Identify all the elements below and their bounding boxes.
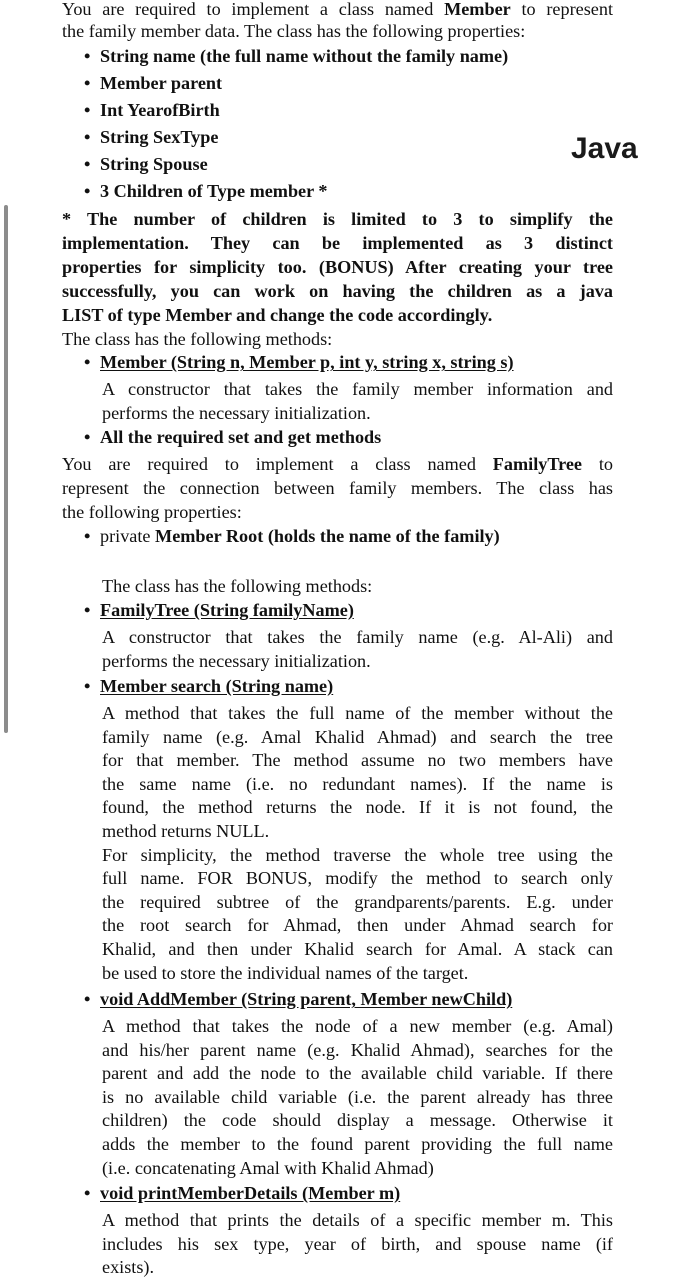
desc-text: performs the necessary initialization. (102, 651, 371, 671)
desc-text: parent and add the node to the available child variable. If there (102, 1063, 613, 1083)
bullet-icon: • (84, 154, 91, 174)
method-desc-line (102, 1041, 613, 1059)
desc-text: family name (e.g. Amal Khalid Ahmad) and search the tree (102, 727, 613, 747)
property-label: String Spouse (100, 154, 208, 174)
method-desc-line (102, 1211, 613, 1229)
bullet-icon: • (84, 73, 91, 93)
desc-text: performs the necessary initialization. (102, 403, 371, 423)
scrollbar[interactable] (4, 205, 8, 733)
text: You are required to implement a class named (62, 454, 493, 474)
note-text: LIST of type Member and change the code accordingly. (62, 305, 493, 325)
note-text: successfully, you can work on having the children as a java (62, 281, 613, 301)
note-text: properties for simplicity too. (BONUS) After creating your tree (62, 257, 613, 277)
note-text: * The number of children is limited to 3 to simplify the (62, 209, 613, 229)
member-property-item (84, 47, 508, 65)
desc-text: Khalid, and then under Khalid search for Amal. A stack can (102, 939, 613, 959)
bullet-icon: • (84, 127, 91, 147)
method-desc-line (102, 652, 613, 670)
desc-text: adds the member to the found parent providing the full name (102, 1134, 613, 1154)
desc-text: found, the method returns the node. If it is not found, the (102, 797, 613, 817)
desc-text: children) the code should display a message. Otherwise it (102, 1110, 613, 1130)
text: to represent (510, 0, 613, 19)
desc-text: includes his sex type, year of birth, and spouse name (if (102, 1234, 613, 1254)
familytree-method-signature (84, 601, 354, 619)
member-property-item (84, 182, 328, 200)
bullet-icon: • (84, 427, 91, 447)
desc-text: For simplicity, the method traverse the whole tree using the (102, 845, 613, 865)
method-desc-line (102, 916, 613, 934)
note-line (62, 258, 613, 276)
method-desc-line (102, 822, 613, 840)
desc-text: A constructor that takes the family name (e.g. Al-Ali) and (102, 627, 613, 647)
note-line (62, 210, 613, 228)
member-setget-item (84, 428, 381, 446)
method-desc-line (102, 846, 613, 864)
bullet-icon: • (84, 526, 91, 546)
heading-text: The class has the following methods: (102, 576, 373, 596)
property-label: String SexType (100, 127, 219, 147)
member-intro-line (62, 22, 525, 40)
text: the family member data. The class has the following properties: (62, 21, 526, 41)
bullet-icon: • (84, 100, 91, 120)
familytree-intro-line (62, 503, 242, 521)
bullet-icon: • (84, 1183, 91, 1203)
note-line (62, 282, 613, 300)
familytree-intro-line (62, 455, 613, 473)
property-label: 3 Children of Type member * (100, 181, 328, 201)
member-property-item (84, 101, 220, 119)
desc-text: exists). (102, 1257, 155, 1277)
property-label: Int YearofBirth (100, 100, 220, 120)
member-intro-line (62, 0, 613, 18)
text: represent the connection between family members. The class has (62, 478, 613, 498)
heading-text: The class has the following methods: (62, 329, 333, 349)
property-label: String name (the full name without the family name) (100, 46, 509, 66)
method-desc-line (102, 1017, 613, 1035)
desc-text: A method that takes the full name of the member without the (102, 703, 613, 723)
desc-text: the root search for Ahmad, then under Ahmad search for (102, 915, 613, 935)
bullet-icon: • (84, 46, 91, 66)
method-signature: void printMemberDetails (Member m) (100, 1183, 401, 1203)
bullet-icon: • (84, 181, 91, 201)
method-desc-line (102, 893, 613, 911)
method-desc-line (102, 775, 613, 793)
method-desc-line (102, 1159, 613, 1177)
method-desc-line (102, 728, 613, 746)
text: to (582, 454, 613, 474)
bold-term: Member Root (holds the name of the family) (155, 526, 500, 546)
method-signature: Member search (String name) (100, 676, 334, 696)
method-desc-line (102, 940, 613, 958)
method-signature: void AddMember (String parent, Member newChild) (100, 989, 513, 1009)
bullet-icon: • (84, 600, 91, 620)
familytree-method-signature (84, 1184, 400, 1202)
desc-text: be used to store the individual names of the target. (102, 963, 469, 983)
familytree-method-signature (84, 677, 333, 695)
member-property-item (84, 155, 208, 173)
method-desc-line (102, 1064, 613, 1082)
desc-text: is no available child variable (i.e. the parent already has three (102, 1087, 613, 1107)
desc-text: (i.e. concatenating Amal with Khalid Ahmad) (102, 1158, 434, 1178)
familytree-method-signature (84, 990, 512, 1008)
bullet-icon: • (84, 676, 91, 696)
member-constructor-signature (84, 353, 514, 371)
method-desc-line (102, 964, 613, 982)
property-label: Member parent (100, 73, 223, 93)
desc-text: A method that takes the node of a new member (e.g. Amal) (102, 1016, 613, 1036)
text: the following properties: (62, 502, 242, 522)
text: private (100, 526, 156, 546)
note-line (62, 234, 613, 252)
method-desc-line (102, 1235, 613, 1253)
member-property-item (84, 128, 218, 146)
familytree-intro-line (62, 479, 613, 497)
bold-term: Member (444, 0, 511, 19)
method-desc-line (102, 628, 613, 646)
method-desc-line (102, 798, 613, 816)
desc-text: the same name (i.e. no redundant names). If the name is (102, 774, 613, 794)
desc-text: the required subtree of the grandparents/parents. E.g. under (102, 892, 613, 912)
note-line (62, 306, 613, 324)
desc-text: for that member. The method assume no two members have (102, 750, 613, 770)
setget-text: All the required set and get methods (100, 427, 382, 447)
bold-term: FamilyTree (492, 454, 583, 474)
member-property-item (84, 74, 222, 92)
method-desc-line (102, 751, 613, 769)
familytree-methods-heading (102, 577, 372, 595)
familytree-property-item (84, 527, 500, 545)
method-signature: Member (String n, Member p, int y, string x, string s) (100, 352, 514, 372)
method-desc-line (102, 1088, 613, 1106)
desc-text: method returns NULL. (102, 821, 270, 841)
method-desc-line (102, 1111, 613, 1129)
method-desc-line (102, 1135, 613, 1153)
method-signature: FamilyTree (String familyName) (100, 600, 354, 620)
bullet-icon: • (84, 352, 91, 372)
desc-text: full name. FOR BONUS, modify the method to search only (102, 868, 613, 888)
method-desc-line (102, 869, 613, 887)
method-desc-line (102, 704, 613, 722)
desc-text: and his/her parent name (e.g. Khalid Ahmad), searches for the (102, 1040, 613, 1060)
bullet-icon: • (84, 989, 91, 1009)
method-desc-line (102, 404, 371, 422)
desc-text: A constructor that takes the family member information and (102, 379, 613, 399)
member-methods-heading (62, 330, 332, 348)
desc-text: A method that prints the details of a specific member m. This (102, 1210, 613, 1230)
java-label: Java (571, 132, 638, 165)
method-desc-line (102, 1258, 613, 1276)
method-desc-line (102, 380, 613, 398)
text: You are required to implement a class named (62, 0, 445, 19)
note-text: implementation. They can be implemented as 3 distinct (62, 233, 613, 253)
